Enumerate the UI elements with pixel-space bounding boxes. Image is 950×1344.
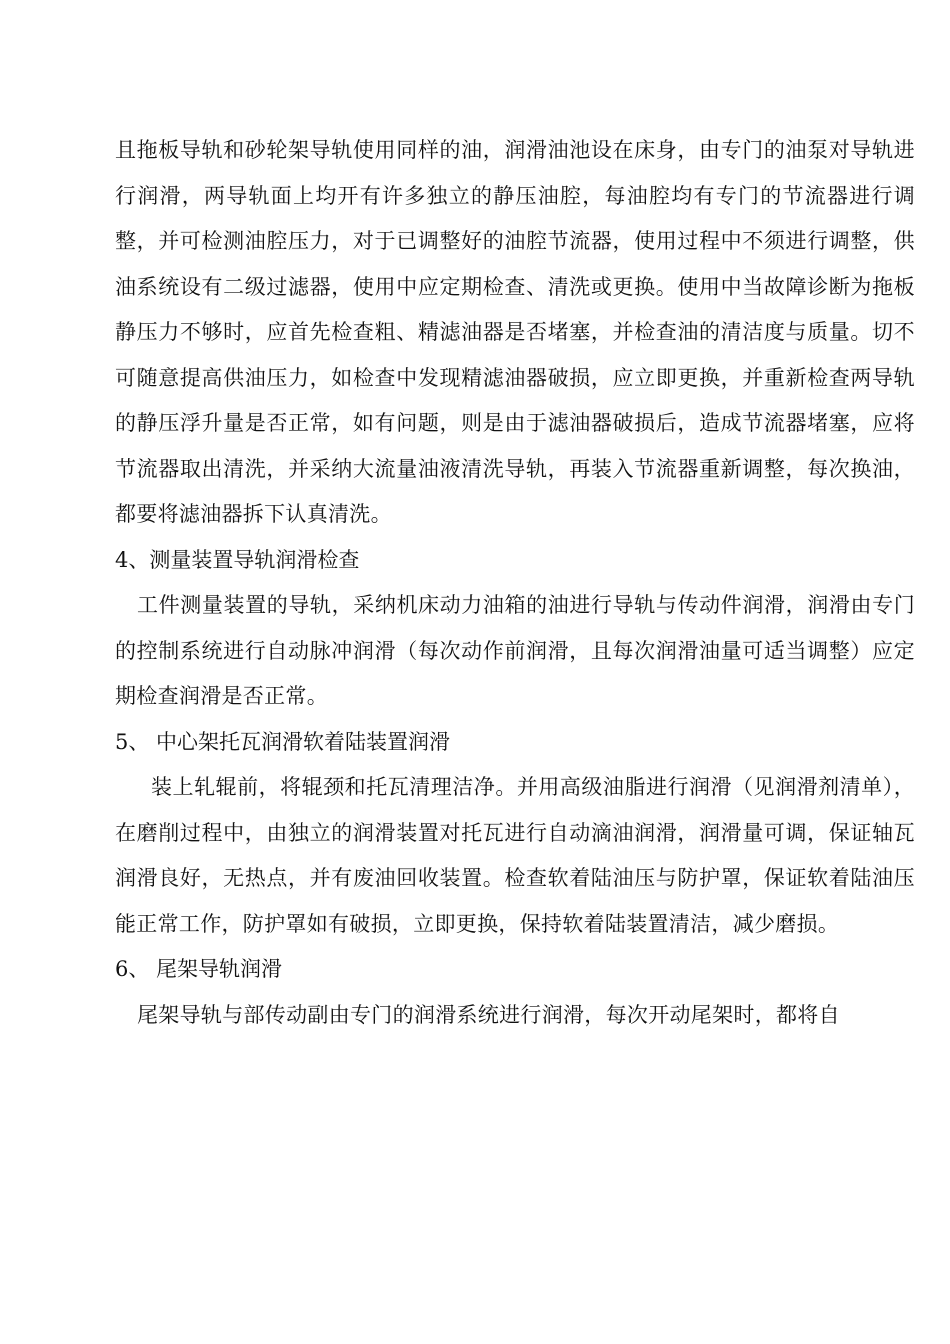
paragraph-center-rest: 装上轧辊前，将辊颈和托瓦清理洁净。并用高级油脂进行润滑（见润滑剂清单），在磨削过程中，由独立的润滑装置对托瓦进行自动滴油润滑，润滑量可调，保证轴瓦润滑良好，无热点，并有废油回收装置。检查软着陆油压与防护罩，保证软着陆油压能正常工作，防护罩如有破损，立即更换，保持软着陆装置清洁，减少磨损。	[115, 775, 915, 936]
document-page	[115, 128, 915, 1038]
heading-tailstock: 6、 尾架导轨润滑	[115, 957, 283, 981]
heading-measuring-device: 4、测量装置导轨润滑检查	[115, 547, 360, 572]
paragraph-guide-lubrication: 且拖板导轨和砂轮架导轨使用同样的油，润滑油池设在床身，由专门的油泵对导轨进行润滑，两导轨面上均开有许多独立的静压油腔，每油腔均有专门的节流器进行调整，并可检测油腔压力，对于已调整好的油腔节流器，使用过程中不须进行调整，供油系统设有二级过滤器，使用中应定期检查、清洗或更换。使用中当故障诊断为拖板静压力不够时，应首先检查粗、精滤油器是否堵塞，并检查油的清洁度与质量。切不可随意提高供油压力，如检查中发现精滤油器破损，应立即更换，并重新检查两导轨的静压浮升量是否正常，如有问题，则是由于滤油器破损后，造成节流器堵塞，应将节流器取出清洗，并采纳大流量油液清洗导轨，再装入节流器重新调整，每次换油，都要将滤油器拆下认真清洗。	[115, 138, 915, 526]
paragraph-measuring-device: 工件测量装置的导轨，采纳机床动力油箱的油进行导轨与传动件润滑，润滑由专门的控制系统进行自动脉冲润滑（每次动作前润滑，且每次润滑油量可适当调整）应定期检查润滑是否正常。	[115, 593, 915, 708]
heading-center-rest: 5、 中心架托瓦润滑软着陆装置润滑	[115, 729, 451, 754]
paragraph-tailstock: 尾架导轨与部传动副由专门的润滑系统进行润滑，每次开动尾架时，都将自	[137, 1002, 840, 1027]
